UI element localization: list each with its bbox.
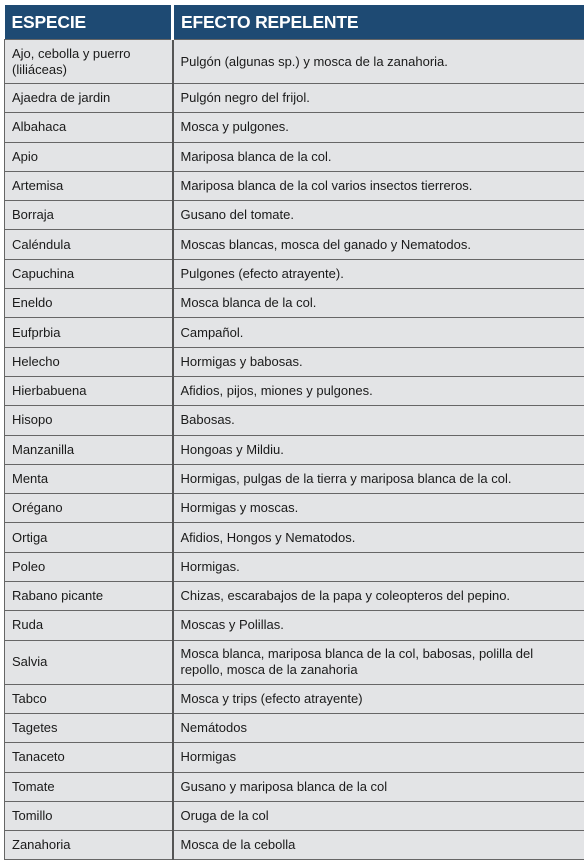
table-row [5, 142, 584, 171]
species-cell: Rabano picante [5, 582, 173, 611]
table-row [5, 230, 584, 259]
effect-cell: Mariposa blanca de la col varios insectos tierreros. [173, 171, 584, 200]
effect-cell: Moscas y Polillas. [173, 611, 584, 640]
species-cell: Hierbabuena [5, 376, 173, 405]
species-cell: Apio [5, 142, 173, 171]
effect-cell: Campañol. [173, 318, 584, 347]
table-row [5, 464, 584, 493]
species-cell: Ajaedra de jardin [5, 84, 173, 113]
table-row [5, 801, 584, 830]
table-row [5, 640, 584, 684]
effect-cell: Mosca blanca de la col. [173, 289, 584, 318]
species-cell: Helecho [5, 347, 173, 376]
species-cell: Tanaceto [5, 743, 173, 772]
table-row [5, 684, 584, 713]
effect-cell: Mosca y pulgones. [173, 113, 584, 142]
effect-cell: Chizas, escarabajos de la papa y coleopteros del pepino. [173, 582, 584, 611]
table-row [5, 171, 584, 200]
species-cell: Borraja [5, 201, 173, 230]
species-cell: Tomillo [5, 801, 173, 830]
effect-cell: Afidios, pijos, miones y pulgones. [173, 376, 584, 405]
table-row [5, 84, 584, 113]
species-cell: Tagetes [5, 713, 173, 742]
table-row [5, 494, 584, 523]
species-cell: Eneldo [5, 289, 173, 318]
effect-cell: Hormigas, pulgas de la tierra y mariposa blanca de la col. [173, 464, 584, 493]
effect-cell: Oruga de la col [173, 801, 584, 830]
table-row [5, 40, 584, 84]
effect-cell: Mosca blanca, mariposa blanca de la col, babosas, polilla del repollo, mosca de la zanahoria [173, 640, 584, 684]
table-row [5, 347, 584, 376]
table-row [5, 201, 584, 230]
species-cell: Ruda [5, 611, 173, 640]
table-row [5, 376, 584, 405]
species-cell: Manzanilla [5, 435, 173, 464]
effect-cell: Gusano del tomate. [173, 201, 584, 230]
effect-cell: Moscas blancas, mosca del ganado y Nematodos. [173, 230, 584, 259]
species-cell: Poleo [5, 552, 173, 581]
effect-cell: Nemátodos [173, 713, 584, 742]
table-body [5, 40, 584, 860]
species-cell: Tomate [5, 772, 173, 801]
species-cell: Albahaca [5, 113, 173, 142]
table-row [5, 713, 584, 742]
effect-cell: Mosca de la cebolla [173, 831, 584, 860]
table-row [5, 582, 584, 611]
effect-cell: Mariposa blanca de la col. [173, 142, 584, 171]
table-row [5, 552, 584, 581]
species-cell: Orégano [5, 494, 173, 523]
table-row [5, 523, 584, 552]
effect-cell: Pulgón negro del frijol. [173, 84, 584, 113]
species-cell: Artemisa [5, 171, 173, 200]
effect-cell: Hormigas. [173, 552, 584, 581]
table-row [5, 289, 584, 318]
species-cell: Caléndula [5, 230, 173, 259]
species-cell: Tabco [5, 684, 173, 713]
table-row [5, 743, 584, 772]
effect-cell: Hormigas y babosas. [173, 347, 584, 376]
table-row [5, 318, 584, 347]
header-effect: EFECTO REPELENTE [173, 5, 584, 40]
species-cell: Zanahoria [5, 831, 173, 860]
species-cell: Eufprbia [5, 318, 173, 347]
table-row [5, 406, 584, 435]
species-cell: Menta [5, 464, 173, 493]
header-species: ESPECIE [5, 5, 173, 40]
table-row [5, 831, 584, 860]
species-cell: Ortiga [5, 523, 173, 552]
effect-cell: Mosca y trips (efecto atrayente) [173, 684, 584, 713]
table-row [5, 611, 584, 640]
effect-cell: Hongoas y Mildiu. [173, 435, 584, 464]
species-cell: Ajo, cebolla y puerro (liliáceas) [5, 40, 173, 84]
effect-cell: Pulgón (algunas sp.) y mosca de la zanahoria. [173, 40, 584, 84]
effect-cell: Babosas. [173, 406, 584, 435]
table-row [5, 113, 584, 142]
species-cell: Salvia [5, 640, 173, 684]
table-row [5, 435, 584, 464]
effect-cell: Hormigas y moscas. [173, 494, 584, 523]
repellent-table [4, 5, 584, 860]
species-cell: Capuchina [5, 259, 173, 288]
table-row [5, 772, 584, 801]
species-cell: Hisopo [5, 406, 173, 435]
effect-cell: Hormigas [173, 743, 584, 772]
table-row [5, 259, 584, 288]
effect-cell: Afidios, Hongos y Nematodos. [173, 523, 584, 552]
effect-cell: Gusano y mariposa blanca de la col [173, 772, 584, 801]
effect-cell: Pulgones (efecto atrayente). [173, 259, 584, 288]
table-header-row [5, 5, 584, 40]
